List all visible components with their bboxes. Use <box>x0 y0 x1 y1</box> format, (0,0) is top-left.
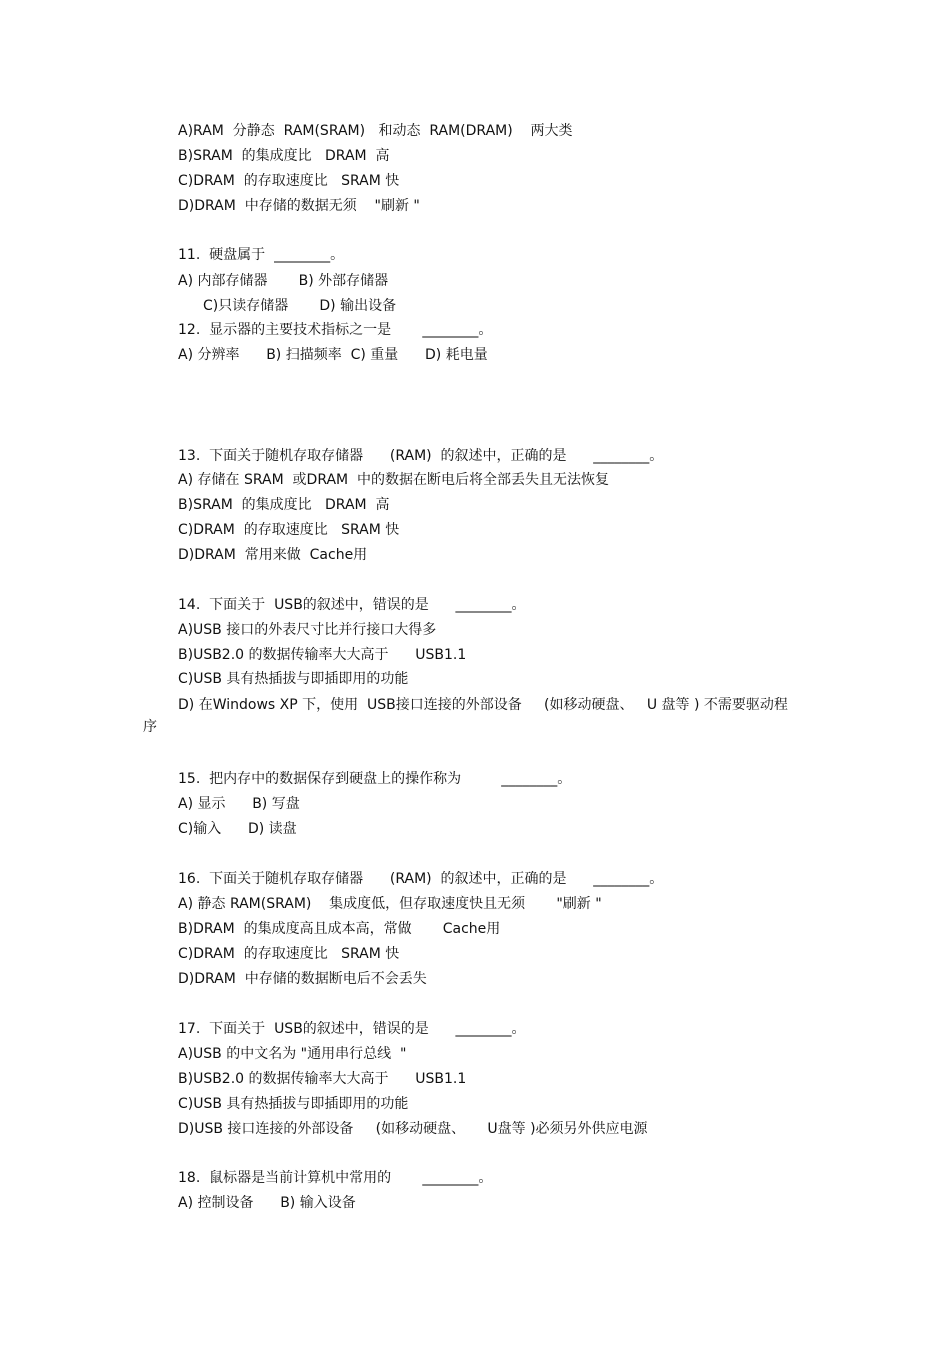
option-d-q16: D)DRAM 中存储的数据断电后不会丢失 <box>178 971 427 987</box>
option-a-q13: A) 存储在 SRAM 或DRAM 中的数据在断电后将全部丢失且无法恢复 <box>178 472 610 488</box>
option-b-q13: B)SRAM 的集成度比 DRAM 高 <box>178 497 390 513</box>
options-q15-row2: C)输入 D) 读盘 <box>178 821 297 837</box>
option-b-q16: B)DRAM 的集成度高且成本高，常做 Cache用 <box>178 921 501 937</box>
option-d-q13: D)DRAM 常用来做 Cache用 <box>178 547 368 563</box>
question-15: 15. 把内存中的数据保存到硬盘上的操作称为 ________。 <box>178 771 572 787</box>
question-16: 16. 下面关于随机存取存储器 (RAM) 的叙述中，正确的是 ________。 <box>178 871 664 887</box>
options-q15-row1: A) 显示 B) 写盘 <box>178 796 300 812</box>
option-b-q10: B)SRAM 的集成度比 DRAM 高 <box>178 148 390 164</box>
option-c-q14: C)USB 具有热插拔与即插即用的功能 <box>178 671 409 687</box>
option-d-q14: D) 在Windows XP 下，使用 USB接口连接的外部设备 (如移动硬盘、 U 盘等 ) 不需要驱动程 <box>178 697 788 713</box>
option-a-q10: A)RAM 分静态 RAM(SRAM) 和动态 RAM(DRAM) 两大类 <box>178 123 573 139</box>
options-q11-row1: A) 内部存储器 B) 外部存储器 <box>178 273 389 289</box>
option-a-q14: A)USB 接口的外表尺寸比并行接口大得多 <box>178 622 437 638</box>
option-c-q17: C)USB 具有热插拔与即插即用的功能 <box>178 1096 409 1112</box>
options-q11-row2: C)只读存储器 D) 输出设备 <box>203 298 397 314</box>
question-13: 13. 下面关于随机存取存储器 (RAM) 的叙述中，正确的是 ________。 <box>178 448 664 464</box>
question-11: 11. 硬盘属于 ________。 <box>178 247 345 263</box>
question-12: 12. 显示器的主要技术指标之一是 ________。 <box>178 322 493 338</box>
option-a-q17: A)USB 的中文名为 "通用串行总线 " <box>178 1046 407 1062</box>
question-17: 17. 下面关于 USB的叙述中，错误的是 ________。 <box>178 1021 526 1037</box>
option-d-q17: D)USB 接口连接的外部设备 (如移动硬盘、 U盘等 )必须另外供应电源 <box>178 1121 648 1137</box>
option-d-q10: D)DRAM 中存储的数据无须 "刷新 " <box>178 198 420 214</box>
option-d-q14-wrap: 序 <box>143 719 157 735</box>
options-q18: A) 控制设备 B) 输入设备 <box>178 1195 356 1211</box>
option-c-q13: C)DRAM 的存取速度比 SRAM 快 <box>178 522 400 538</box>
option-b-q14: B)USB2.0 的数据传输率大大高于 USB1.1 <box>178 647 467 663</box>
option-c-q10: C)DRAM 的存取速度比 SRAM 快 <box>178 173 400 189</box>
option-c-q16: C)DRAM 的存取速度比 SRAM 快 <box>178 946 400 962</box>
options-q12: A) 分辨率 B) 扫描频率 C) 重量 D) 耗电量 <box>178 347 488 363</box>
option-b-q17: B)USB2.0 的数据传输率大大高于 USB1.1 <box>178 1071 467 1087</box>
question-14: 14. 下面关于 USB的叙述中，错误的是 ________。 <box>178 597 526 613</box>
option-a-q16: A) 静态 RAM(SRAM) 集成度低，但存取速度快且无须 "刷新 " <box>178 896 602 912</box>
question-18: 18. 鼠标器是当前计算机中常用的 ________。 <box>178 1170 493 1186</box>
